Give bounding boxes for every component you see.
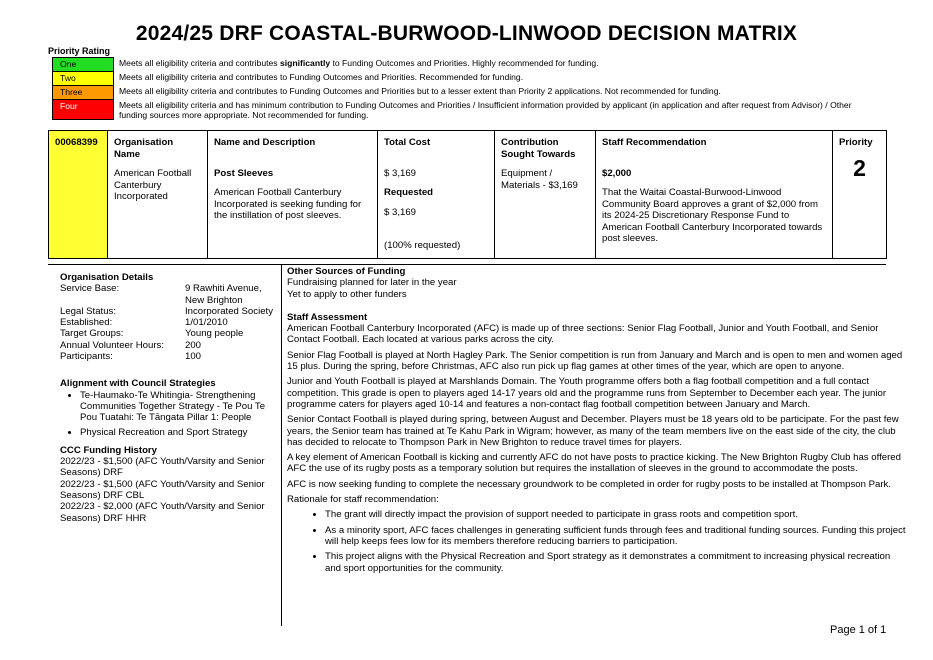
detail-row: Established: 1/01/2010	[60, 317, 278, 328]
priority-row	[53, 58, 880, 72]
right-column	[287, 266, 907, 578]
name-description-cell	[208, 131, 378, 259]
alignment-heading: Alignment with Council Strategies	[60, 378, 216, 390]
page-number: Page 1 of 1	[830, 624, 887, 636]
requested-percentage: (100% requested)	[384, 240, 461, 251]
assessment-paragraph: Senior Flag Football is played at North Hagley Park. The Senior competition is run from January and March and is open to men and women aged 15 plus. During the spring, before Christmas, AFC also run pick up flag games at other times of the year, which are open to anyone.	[287, 349, 903, 373]
list-item: • This project aligns with the Physical Recreation and Sport strategy as it demonstrates a commitment to increasing physical recreation and sport opportunities for the community.	[325, 551, 907, 574]
page-title: 2024/25 DRF COASTAL-BURWOOD-LINWOOD DECISION MATRIX	[135, 22, 798, 45]
volunteer-hours: 200	[185, 339, 202, 351]
priority-two-description: Meets all eligibility criteria and contributes to Funding Outcomes and Priorities. Recommended for funding.	[119, 71, 524, 82]
application-id: 00068399	[49, 131, 108, 259]
assessment-paragraph: AFC is now seeking funding to complete the necessary groundwork to be completed in order for rugby posts to be installed at Thompson Park.	[287, 478, 892, 490]
priority-rating-table	[52, 57, 880, 120]
service-base: 9 Rawhiti Avenue, New Brighton	[185, 283, 262, 306]
staff-recommendation-text: That the Waitai Coastal-Burwood-Linwood Community Board approves a grant of $2,000 from its 2024-25 Discretionary Response Fund to American Football Canterbury Incorporated towards post sleeves.	[602, 187, 823, 244]
contribution-header: Contribution Sought Towards	[501, 137, 576, 160]
priority-row	[53, 86, 880, 100]
target-groups: Young people	[185, 328, 244, 340]
contribution-cell	[495, 131, 596, 259]
priority-row	[53, 72, 880, 86]
left-column	[60, 272, 278, 524]
list-item: • As a minority sport, AFC faces challenges in generating sufficient funds through fees and traditional funding sources. Funding this project will help keeps fees low for its members therefore reducing barriers to participation.	[325, 525, 907, 548]
requested-label: Requested	[384, 187, 434, 198]
priority-one-swatch: One	[53, 58, 114, 72]
priority-value: 2	[853, 154, 866, 181]
established: 1/01/2010	[185, 317, 228, 329]
assessment-paragraph: American Football Canterbury Incorporated (AFC) is made up of three sections: Senior Flag Football, Junior and Youth Football, and Senior Contact Football. Each located at various parks across the city.	[287, 323, 879, 346]
detail-row: Participants: 100	[60, 351, 278, 362]
total-cost-cell	[378, 131, 495, 259]
project-name: Post Sleeves	[214, 167, 274, 179]
staff-recommendation-amount: $2,000	[602, 167, 632, 179]
list-item: Fundraising planned for later in the year	[287, 277, 457, 289]
list-item: 2022/23 - $1,500 (AFC Youth/Varsity and Senior Seasons) DRF	[60, 456, 265, 479]
contribution-value: Equipment / Materials - $3,169	[501, 168, 578, 191]
column-divider	[281, 264, 282, 626]
total-cost: $ 3,169	[384, 167, 417, 179]
list-item: • Te-Haumako-Te Whitingia- Strengthening Communities Together Strategy - Te Pou Te Pou Tuatahi: Te Tāngata Pillar 1: People	[80, 390, 278, 424]
org-name: American Football Canterbury Incorporated	[114, 168, 192, 202]
list-item: Yet to apply to other funders	[287, 288, 407, 300]
staff-assessment-heading: Staff Assessment	[287, 311, 368, 323]
priority-row	[53, 100, 880, 120]
legal-status: Incorporated Society	[185, 305, 273, 317]
project-description: American Football Canterbury Incorporated is seeking funding for the instillation of post sleeves.	[214, 187, 362, 221]
assessment-paragraph: Senior Contact Football is played during spring, between August and December. Players must be 18 years old to be participate. For the past few years, the Senior team has trained at Te Kahu Park in Wigram; however, as many of the team members live on the east side of the city, the club has decided to relocate to Thompson Park in New Brighton to reduce travel times for players.	[287, 414, 899, 448]
other-sources-heading: Other Sources of Funding	[287, 266, 406, 277]
staff-recommendation-header: Staff Recommendation	[602, 137, 707, 148]
priority-header: Priority	[839, 137, 873, 148]
priority-two-swatch: Two	[53, 72, 114, 86]
priority-four-swatch: Four	[53, 100, 114, 120]
alignment-list	[60, 390, 278, 438]
assessment-paragraph: Rationale for staff recommendation:	[287, 494, 439, 506]
priority-three-description: Meets all eligibility criteria and contributes to Funding Outcomes and Priorities but to a lesser extent than Priority 2 applications. Not recommended for funding.	[119, 85, 721, 96]
total-cost-header: Total Cost	[384, 137, 431, 148]
list-item: 2022/23 - $1,500 (AFC Youth/Varsity and Senior Seasons) DRF CBL	[60, 478, 265, 502]
assessment-paragraph: Junior and Youth Football is played at Marshlands Domain. The Youth programme offers both a flag football competition and a full contact competition. This grade is open to players aged 14-17 years old and the programme runs from September to December each year. The junior programme caters for players aged 10-14 and features a non-contact flag football competition between January and March.	[287, 376, 887, 410]
org-name-header: Organisation Name	[114, 137, 174, 160]
priority-three-swatch: Three	[53, 86, 114, 100]
org-details-heading: Organisation Details	[60, 272, 154, 283]
priority-four-description: Meets all eligibility criteria and has minimum contribution to Funding Outcomes and Priorities / Insufficient information provided by applicant (in application and after request from Advisor) / Other funding sources more appropriate. Not recommended for funding.	[119, 99, 852, 120]
list-item: • The grant will directly impact the provision of support needed to participate in grass roots and competition sport.	[325, 509, 907, 520]
application-table	[48, 130, 887, 259]
detail-row: Service Base: 9 Rawhiti Avenue, New Brighton	[60, 283, 278, 306]
staff-recommendation-cell	[596, 131, 833, 259]
requested-amount: $ 3,169	[384, 206, 417, 218]
priority-cell	[833, 131, 887, 259]
rationale-list	[287, 509, 907, 573]
priority-rating-heading: Priority Rating	[48, 46, 111, 56]
detail-row: Target Groups: Young people	[60, 328, 278, 339]
organisation-cell	[108, 131, 208, 259]
name-description-header: Name and Description	[214, 137, 316, 148]
list-item: 2022/23 - $2,000 (AFC Youth/Varsity and Senior Seasons) DRF HHR	[60, 501, 265, 524]
participants: 100	[185, 351, 202, 363]
detail-row: Legal Status: Incorporated Society	[60, 306, 278, 317]
list-item: • Physical Recreation and Sport Strategy	[80, 427, 278, 438]
assessment-paragraph: A key element of American Football is kicking and currently AFC do not have posts to practice kicking. The New Brighton Rugby Club has offered AFC the use of its rugby posts as a temporary solution but requires the installation of sleeves in the ground to accommodate the posts.	[287, 452, 901, 475]
section-divider	[48, 264, 886, 265]
priority-one-description: Meets all eligibility criteria and contributes significantly to Funding Outcomes and Priorities. Highly recommended for funding.	[119, 57, 599, 68]
detail-row: Annual Volunteer Hours: 200	[60, 340, 278, 351]
funding-history-heading: CCC Funding History	[60, 444, 157, 456]
